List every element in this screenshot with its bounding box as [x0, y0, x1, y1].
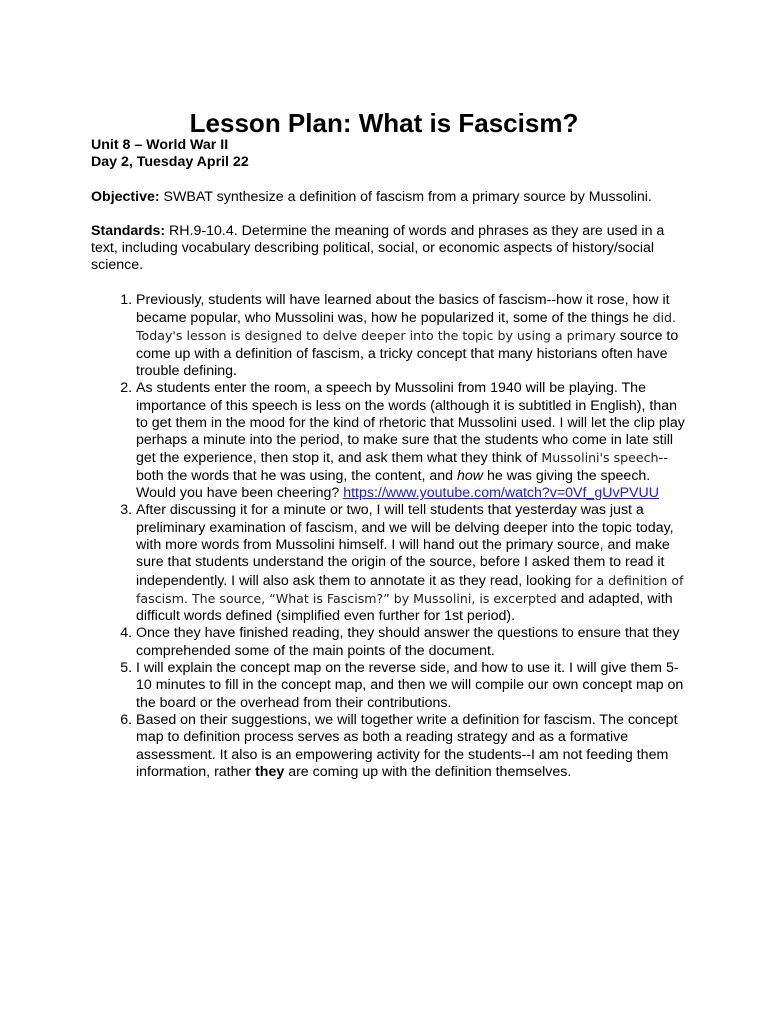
list-item: [136, 712, 691, 781]
objective-text: SWBAT synthesize a definition of fascism from a primary source by Mussolini.: [159, 188, 652, 205]
lesson-steps-list: [91, 292, 691, 781]
day-heading: Day 2, Tuesday April 22: [91, 154, 249, 171]
step-emphasis: how: [457, 467, 484, 484]
step-text: for a definition of fascism. The source, “What is Fascism?” by Mussolini, is excerpted: [136, 572, 684, 606]
step-text: I will explain the concept map on the reverse side, and how to use it. I will give them 5-10 minutes to fill in the concept map, and then we will compile our own concept map on the board or the overhead from their contributions.: [136, 660, 684, 711]
step-text: source to come up with a definition of fascism, a tricky concept that many historians often have trouble defining.: [136, 328, 679, 379]
unit-heading: Unit 8 – World War II: [91, 137, 229, 153]
list-item: [136, 660, 691, 712]
list-item: [136, 292, 691, 380]
list-item: [136, 625, 691, 660]
step-text: he was giving the speech. Would you have been cheering?: [136, 467, 651, 502]
list-item: [136, 380, 691, 502]
step-text: After discussing it for a minute or two, I will tell students that yesterday was just a preliminary examination of fascism, and we will be delving deeper into the topic today, with more words from Mussolini himself. I will hand out the primary source, and make sure that students understand the origin of the source, before I asked them to read it independently. I will also ask them to annotate it as they read, looking: [136, 502, 674, 589]
objective-paragraph: [91, 189, 691, 206]
youtube-link[interactable]: https://www.youtube.com/watch?v=0Vf_gUvPVUU: [343, 485, 660, 502]
step-text: are coming up with the definition themselves.: [284, 763, 572, 780]
standards-label: Standards:: [91, 222, 166, 239]
list-item: [136, 502, 691, 625]
step-text: --both the words that he was using, the content, and: [136, 450, 668, 484]
step-text: Based on their suggestions, we will together write a definition for fascism. The concept map to definition process serves as both a reading strategy and as a formative assessment. It also is an empowering activity for the students--I am not feeding them information, rather: [136, 711, 678, 780]
standards-text: RH.9-10.4. Determine the meaning of words and phrases as they are used in a text, including vocabulary describing political, social, or economic aspects of history/social science.: [91, 222, 665, 274]
step-text: did. Today's lesson is designed to delve deeper into the topic by using a primary: [136, 310, 677, 344]
document-body: [91, 137, 691, 781]
objective-label: Objective:: [91, 188, 160, 205]
step-text: Once they have finished reading, they should answer the questions to ensure that they comprehended some of the main points of the document.: [136, 625, 680, 659]
standards-paragraph: [91, 223, 691, 275]
step-text: As students enter the room, a speech by Mussolini from 1940 will be playing. The importance of this speech is less on the words (although it is subtitled in English), than to get them in the mood for the kind of rhetoric that Mussolini used. I will let the clip play perhaps a minute into the period, to make sure that the students who come in late still get the experience, then stop it, and ask them what they think of: [136, 380, 685, 467]
step-text: Previously, students will have learned about the basics of fascism--how it rose, how it became popular, who Mussolini was, how he popularized it, some of the things he: [136, 291, 670, 327]
step-emphasis: they: [255, 763, 285, 780]
step-text: and adapted, with difficult words defined (simplified even further for 1st period).: [136, 590, 673, 625]
page-title: Lesson Plan: What is Fascism?: [189, 108, 579, 139]
step-text: Mussolini's speech: [541, 450, 659, 466]
